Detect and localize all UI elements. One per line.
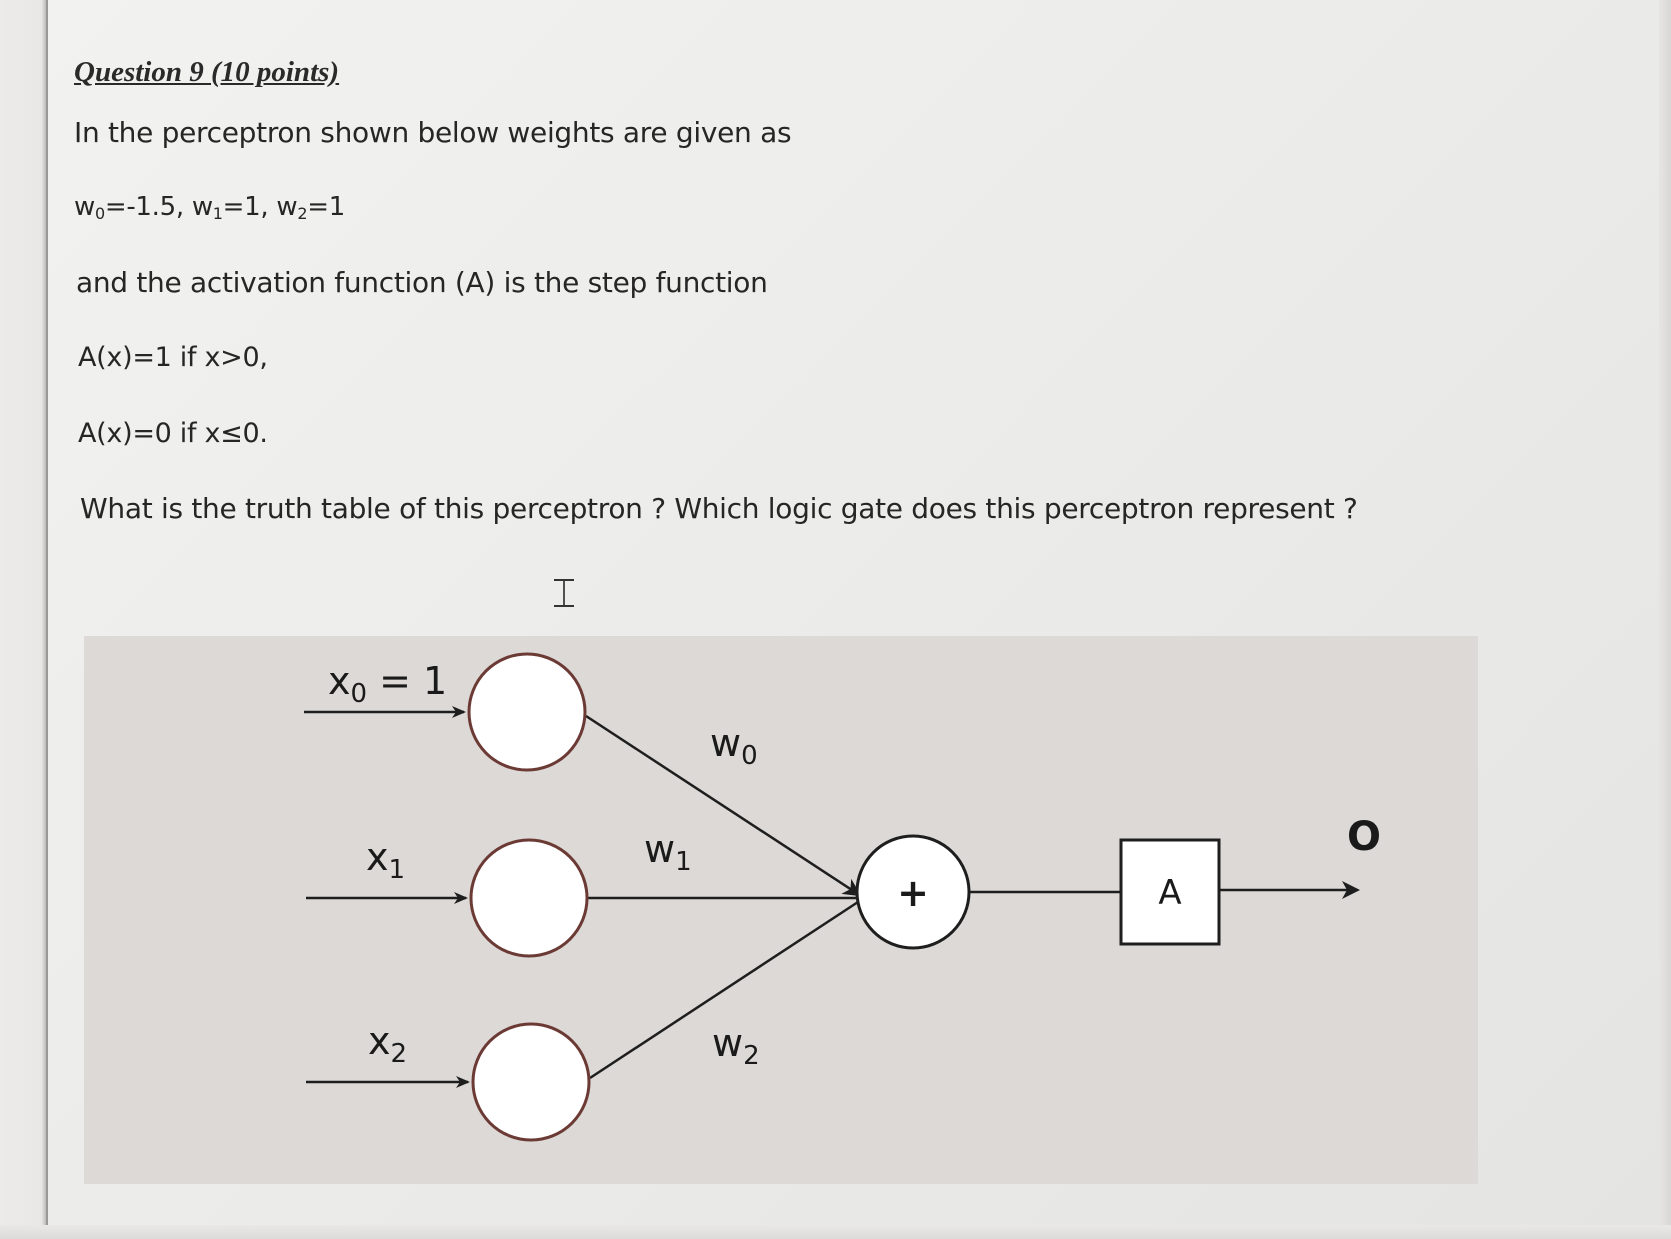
w2-sub: 2	[297, 204, 308, 223]
input-label-2-sub: 2	[390, 1039, 408, 1069]
activation-description: and the activation function (A) is the step function	[76, 266, 768, 299]
w1-name: w	[191, 192, 213, 222]
input-label-1-sub: 1	[388, 855, 406, 885]
weight-label-0-name: w	[710, 721, 742, 765]
weight-label-1-name: w	[644, 827, 676, 871]
question-intro: In the perceptron shown below weights are given as	[74, 116, 792, 149]
weight-label-1	[644, 827, 692, 877]
weights-line	[74, 192, 345, 223]
input-label-0	[328, 659, 447, 709]
summation-symbol: +	[897, 871, 929, 915]
w2-value: =1	[307, 192, 345, 222]
w0-value: =-1.5,	[104, 192, 192, 222]
input-label-1-name: x	[366, 835, 389, 879]
window-left-edge	[0, 0, 48, 1239]
input-node-1	[471, 840, 587, 956]
input-label-1	[366, 835, 405, 885]
w1-sub: 1	[212, 204, 223, 223]
w1-value: =1,	[222, 192, 277, 222]
w0-name: w	[74, 192, 95, 222]
input-label-0-name: x	[328, 659, 351, 703]
output-label: O	[1346, 814, 1382, 860]
weight-label-2	[712, 1021, 760, 1071]
input-node-0	[469, 654, 585, 770]
input-label-0-sub: 0	[350, 679, 368, 709]
text-cursor-icon: ⌶	[552, 571, 576, 617]
input-label-0-suffix: = 1	[367, 659, 448, 703]
perceptron-diagram	[84, 636, 1478, 1184]
weight-label-1-sub: 1	[675, 847, 692, 877]
perceptron-svg	[84, 636, 1478, 1184]
w2-name: w	[276, 192, 298, 222]
weight-label-0	[710, 721, 758, 771]
window-bottom-edge	[0, 1225, 1671, 1239]
weight-label-0-sub: 0	[741, 741, 758, 771]
activation-case-nonpositive: A(x)=0 if x≤0.	[78, 418, 268, 449]
input-node-2	[473, 1024, 589, 1140]
question-prompt: What is the truth table of this perceptron ? Which logic gate does this perceptron represent ?	[80, 492, 1358, 525]
question-title: Question 9 (10 points)	[74, 56, 340, 88]
activation-case-positive: A(x)=1 if x>0,	[78, 342, 268, 373]
weight-label-2-name: w	[712, 1021, 744, 1065]
window-right-edge	[1659, 0, 1671, 1239]
weight-label-2-sub: 2	[743, 1041, 760, 1071]
activation-label: A	[1158, 873, 1182, 913]
input-label-2	[368, 1019, 407, 1069]
input-label-2-name: x	[368, 1019, 391, 1063]
w0-sub: 0	[94, 204, 105, 223]
